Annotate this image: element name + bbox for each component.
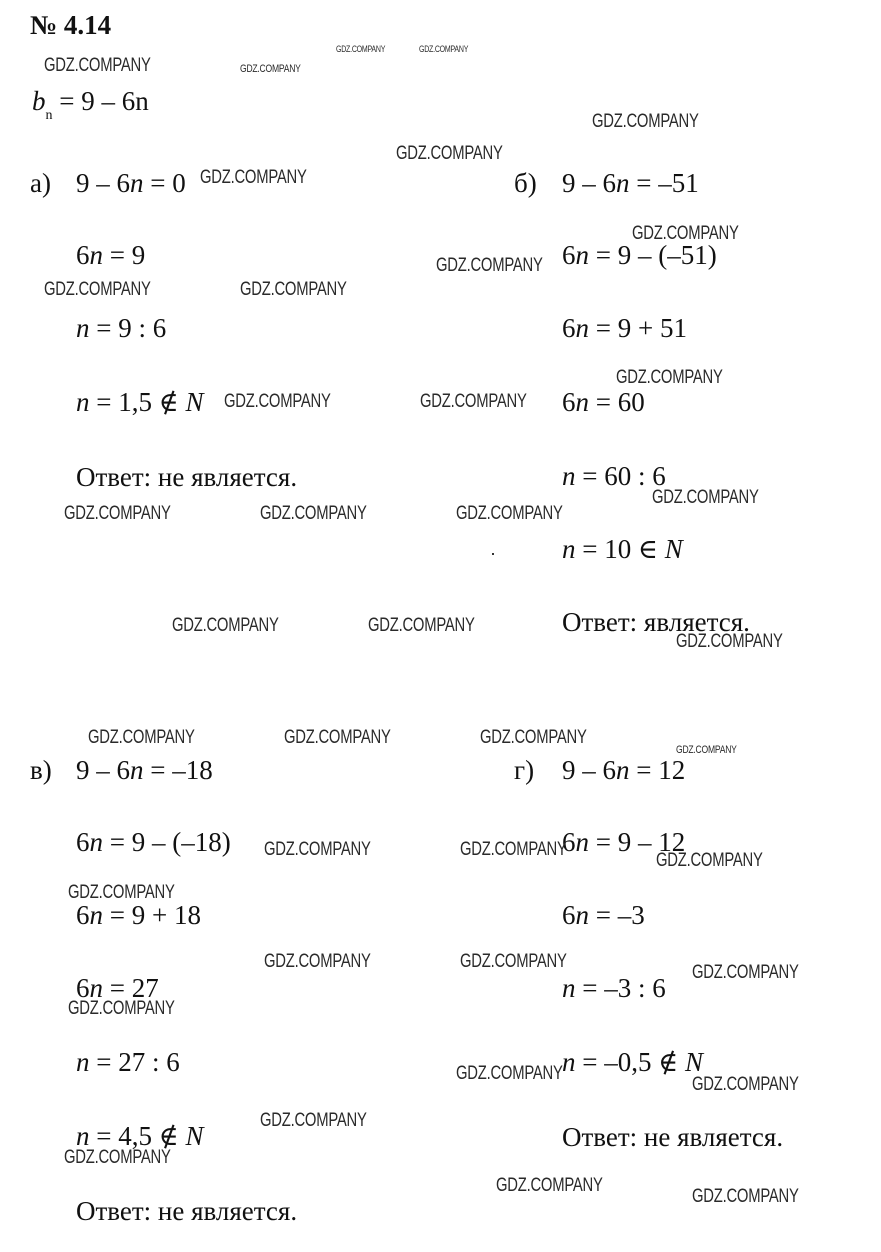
watermark: GDZ.COMPANY xyxy=(692,1186,799,1207)
watermark: GDZ.COMPANY xyxy=(68,882,175,903)
formula-b: b xyxy=(32,86,46,116)
watermark: GDZ.COMPANY xyxy=(436,255,543,276)
watermark: GDZ.COMPANY xyxy=(64,503,171,524)
watermark: GDZ.COMPANY xyxy=(460,839,567,860)
exercise-number: № 4.14 xyxy=(30,10,112,40)
problem-b-line: n = 60 : 6 xyxy=(562,461,666,491)
problem-v-answer: Ответ: не является. xyxy=(76,1196,298,1226)
problem-g-line: n = –3 : 6 xyxy=(562,973,666,1003)
watermark: GDZ.COMPANY xyxy=(200,167,307,188)
watermark: GDZ.COMPANY xyxy=(224,391,331,412)
problem-g-line: n = –0,5 ∉ N xyxy=(562,1047,703,1077)
watermark: GDZ.COMPANY xyxy=(68,998,175,1019)
problem-v-line: 9 – 6n = –18 xyxy=(76,755,213,785)
problem-v-line: n = 4,5 ∉ N xyxy=(76,1121,204,1151)
watermark: GDZ.COMPANY xyxy=(460,951,567,972)
problem-a-line: n = 1,5 ∉ N xyxy=(76,387,204,417)
problem-a-line: 6n = 9 xyxy=(76,240,146,270)
watermark: GDZ.COMPANY xyxy=(264,951,371,972)
watermark: GDZ.COMPANY xyxy=(692,962,799,983)
problem-a-label: а) xyxy=(30,168,51,198)
problem-g-line: 6n = –3 xyxy=(562,900,645,930)
watermark: GDZ.COMPANY xyxy=(456,503,563,524)
problem-b-line: 6n = 60 xyxy=(562,387,645,417)
problem-b-label: б) xyxy=(514,168,537,198)
watermark: GDZ.COMPANY xyxy=(652,487,759,508)
watermark: GDZ.COMPANY xyxy=(264,839,371,860)
watermark: GDZ.COMPANY xyxy=(656,850,763,871)
watermark: GDZ.COMPANY xyxy=(480,727,587,748)
watermark: GDZ.COMPANY xyxy=(396,143,503,164)
watermark: GDZ.COMPANY xyxy=(284,727,391,748)
problem-b-line: 6n = 9 + 51 xyxy=(562,313,687,343)
problem-g-line: 9 – 6n = 12 xyxy=(562,755,686,785)
problem-b-line: n = 10 ∈ N xyxy=(562,534,683,564)
watermark: GDZ.COMPANY xyxy=(336,44,386,54)
problem-b-line: 6n = 9 – (–51) xyxy=(562,240,717,270)
problem-v-line: 6n = 9 + 18 xyxy=(76,900,201,930)
problem-b-line: 9 – 6n = –51 xyxy=(562,168,699,198)
problem-v-line: 6n = 27 xyxy=(76,973,159,1003)
problem-g-line: 6n = 9 – 12 xyxy=(562,827,686,857)
watermark: GDZ.COMPANY xyxy=(592,111,699,132)
problem-a-line: n = 9 : 6 xyxy=(76,313,167,343)
sequence-formula xyxy=(32,86,149,124)
watermark: GDZ.COMPANY xyxy=(240,279,347,300)
problem-g-answer: Ответ: не является. xyxy=(562,1122,784,1152)
problem-a-answer: Ответ: не является. xyxy=(76,462,298,492)
problem-v-line: 6n = 9 – (–18) xyxy=(76,827,231,857)
watermark: GDZ.COMPANY xyxy=(260,1110,367,1131)
watermark: GDZ.COMPANY xyxy=(64,1147,171,1168)
watermark: GDZ.COMPANY xyxy=(420,391,527,412)
watermark: GDZ.COMPANY xyxy=(44,55,151,76)
formula-rest: = 9 – 6n xyxy=(52,86,149,116)
watermark: GDZ.COMPANY xyxy=(260,503,367,524)
watermark: GDZ.COMPANY xyxy=(240,63,301,75)
formula-subscript: n xyxy=(45,108,53,123)
watermark: GDZ.COMPANY xyxy=(368,615,475,636)
problem-b-answer: Ответ: является. xyxy=(562,607,750,637)
watermark: GDZ.COMPANY xyxy=(632,223,739,244)
problem-v-line: n = 27 : 6 xyxy=(76,1047,180,1077)
watermark: GDZ.COMPANY xyxy=(172,615,279,636)
problem-a-line: 9 – 6n = 0 xyxy=(76,168,186,198)
problem-g-label: г) xyxy=(514,755,535,785)
watermark: GDZ.COMPANY xyxy=(419,44,469,54)
watermark: GDZ.COMPANY xyxy=(616,367,723,388)
watermark: GDZ.COMPANY xyxy=(676,744,737,756)
problem-v-label: в) xyxy=(30,755,52,785)
watermark: GDZ.COMPANY xyxy=(496,1175,603,1196)
watermark: GDZ.COMPANY xyxy=(456,1063,563,1084)
watermark: GDZ.COMPANY xyxy=(692,1074,799,1095)
watermark: GDZ.COMPANY xyxy=(88,727,195,748)
watermark: GDZ.COMPANY xyxy=(44,279,151,300)
stray-dot xyxy=(492,553,494,555)
watermark: GDZ.COMPANY xyxy=(676,631,783,652)
